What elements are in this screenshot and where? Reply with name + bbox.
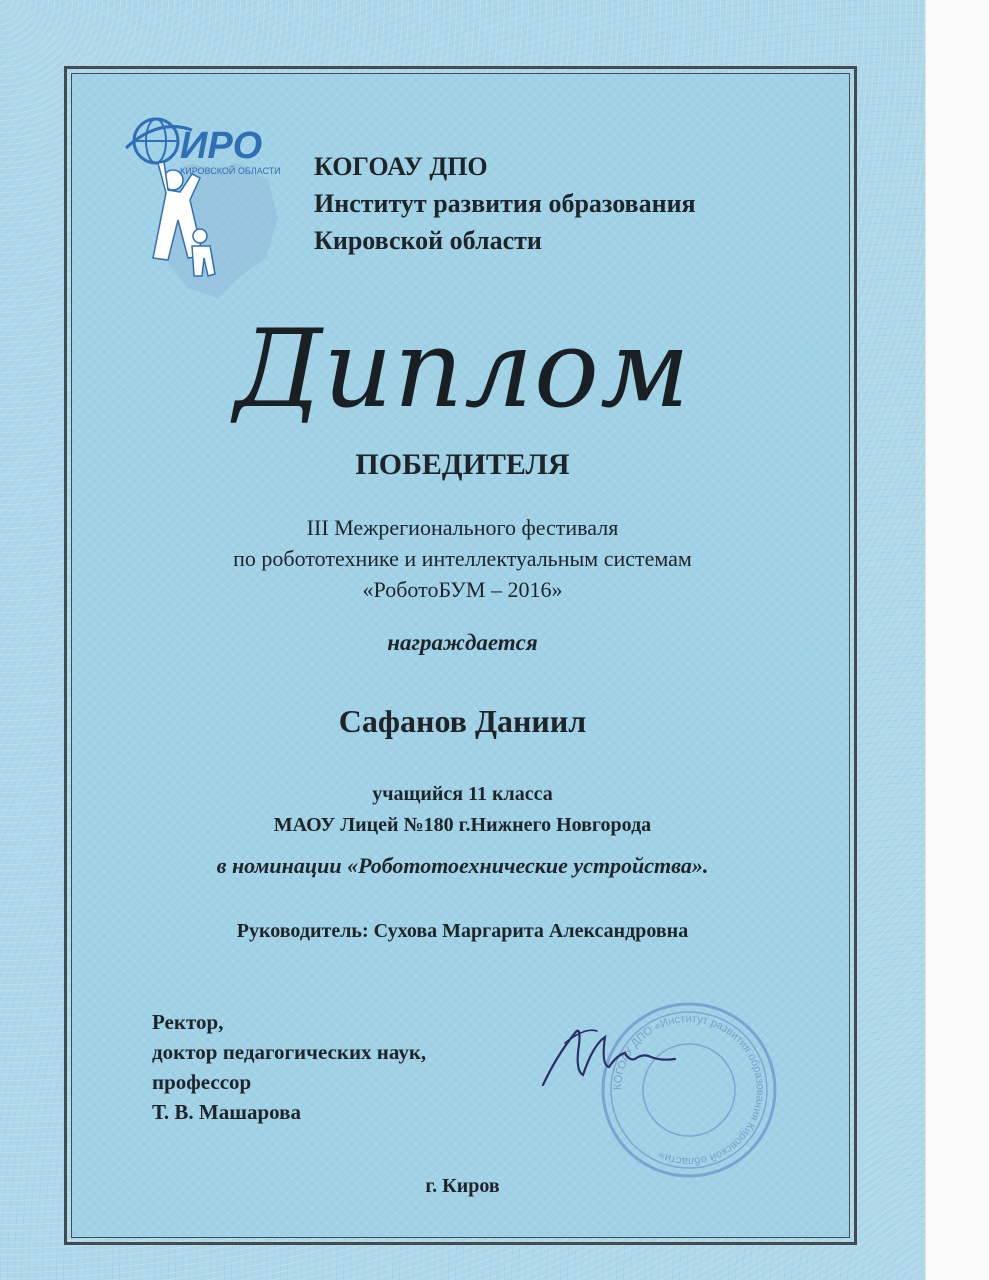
student-school: МАОУ Лицей №180 г.Нижнего Новгорода xyxy=(273,814,652,836)
rector-signature xyxy=(535,1015,685,1095)
signatory-line-1: Ректор, xyxy=(152,1010,224,1034)
signatory-line-2: доктор педагогических наук, xyxy=(152,1040,427,1064)
nomination: в номинации «Робототоехнические устройства». xyxy=(216,853,709,878)
org-line-2: Институт развития образования xyxy=(314,189,696,218)
supervisor: Руководитель: Сухова Маргарита Александровна xyxy=(236,920,689,942)
svg-text:ИРО: ИРО xyxy=(180,125,263,167)
signatory-line-3: профессор xyxy=(152,1070,252,1094)
student-info xyxy=(0,779,925,841)
festival-line-1: III Межрегионального фестиваля xyxy=(306,515,619,540)
festival-description xyxy=(0,512,925,605)
svg-text:КИРОВСКОЙ ОБЛАСТИ: КИРОВСКОЙ ОБЛАСТИ xyxy=(180,166,281,176)
scan-margin xyxy=(925,0,989,1280)
org-line-3: Кировской области xyxy=(314,226,542,255)
signatory-name: Т. В. Машарова xyxy=(152,1100,301,1124)
iro-logo xyxy=(118,108,288,303)
organization-header xyxy=(314,148,696,259)
diploma-title: Диплом xyxy=(234,307,691,432)
festival-line-3: «РоботоБУМ – 2016» xyxy=(362,577,563,602)
student-grade: учащийся 11 класса xyxy=(372,783,553,805)
diploma-subtitle: ПОБЕДИТЕЛЯ xyxy=(355,448,570,481)
awarded-label: награждается xyxy=(387,630,538,655)
svg-text:КОГОАУ ДПО «Институт развития: КОГОАУ ДПО «Институт развития образования Кировской области» xyxy=(611,1012,767,1168)
org-line-1: КОГОАУ ДПО xyxy=(314,152,488,181)
signatory-block xyxy=(152,1007,426,1127)
recipient-name: Сафанов Даниил xyxy=(338,703,587,739)
city-label: г. Киров xyxy=(425,1175,500,1197)
festival-line-2: по робототехнике и интеллектуальным системам xyxy=(233,546,692,571)
